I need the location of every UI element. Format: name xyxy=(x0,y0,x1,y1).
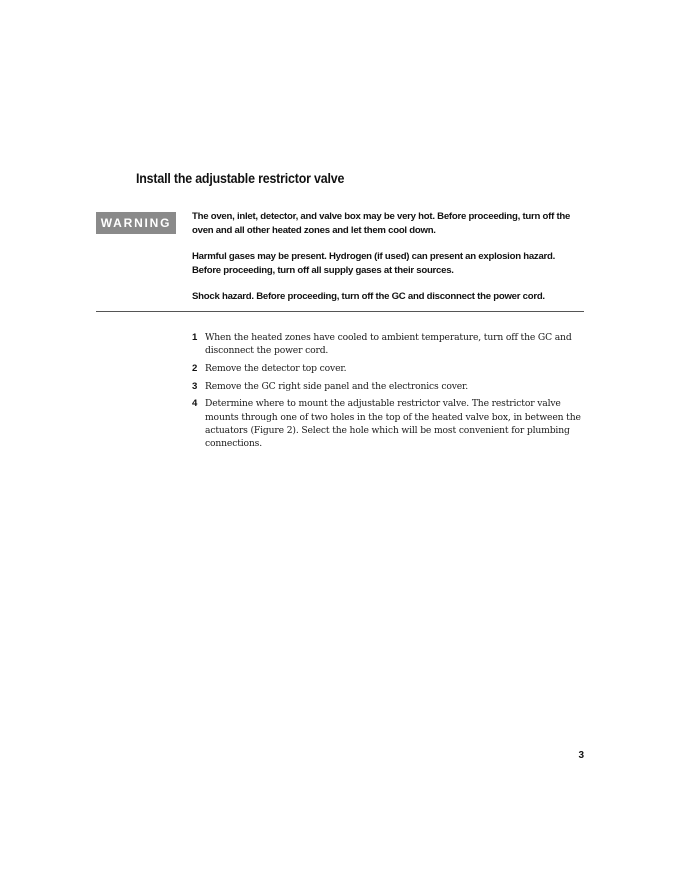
warning-shock-hazard: Shock hazard. Before proceeding, turn off the GC and disconnect the power cord. xyxy=(192,291,545,302)
step-item xyxy=(192,362,584,375)
step-number: 2 xyxy=(192,362,198,374)
section-divider xyxy=(96,311,584,312)
step-number: 4 xyxy=(192,398,198,410)
step-text: Remove the detector top cover. xyxy=(205,362,347,374)
step-text: When the heated zones have cooled to ambient temperature, turn off the GC and disconnect the power cord. xyxy=(205,332,572,357)
step-item xyxy=(192,397,584,450)
section-title: Install the adjustable restrictor valve xyxy=(136,171,345,186)
step-number: 3 xyxy=(192,380,198,392)
warning-harmful-gases: Harmful gases may be present. Hydrogen (if used) can present an explosion hazard. Before proceeding, turn off all supply gases at their sources. xyxy=(192,251,556,276)
page-number: 3 xyxy=(578,750,584,761)
step-item xyxy=(192,380,584,393)
step-text: Remove the GC right side panel and the electronics cover. xyxy=(205,380,469,392)
procedure-steps xyxy=(192,331,584,455)
step-text: Determine where to mount the adjustable restrictor valve. The restrictor valve mounts through one of two holes in the top of the heated valve box, in between the actuators (Figure 2). Select the hole which will be most convenient for plumbing connections. xyxy=(205,398,581,449)
step-item xyxy=(192,331,584,357)
step-number: 1 xyxy=(192,332,198,343)
warning-badge: WARNING xyxy=(96,212,176,234)
warning-hot-surfaces: The oven, inlet, detector, and valve box may be very hot. Before proceeding, turn off the oven and all other heated zones and let them cool down. xyxy=(192,211,571,236)
warning-block xyxy=(192,210,584,317)
